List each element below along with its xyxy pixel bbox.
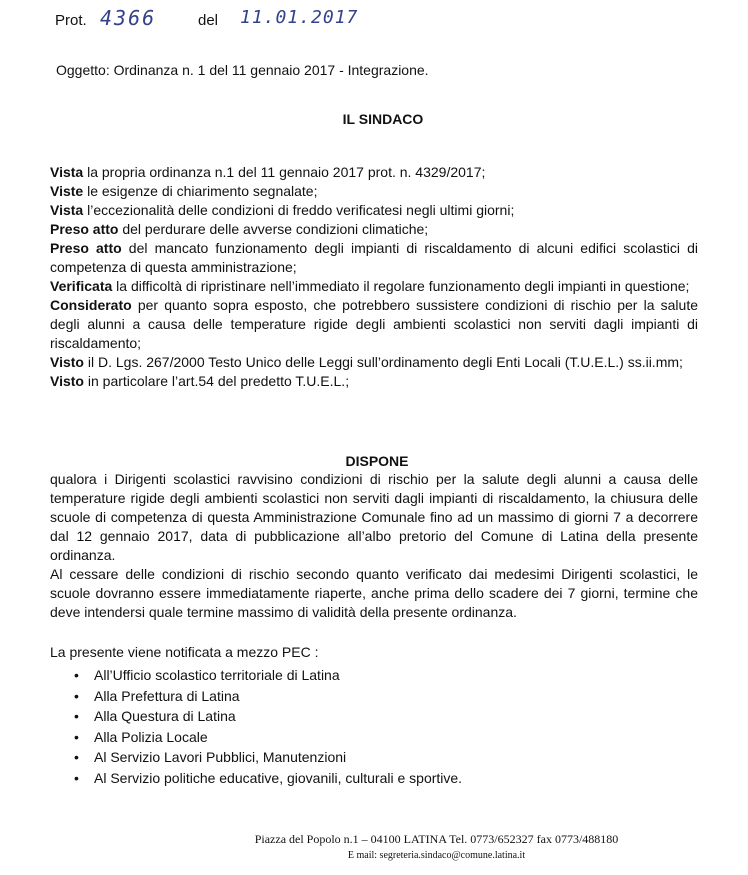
bullet-icon: •	[74, 749, 79, 765]
bullet-icon: •	[74, 769, 79, 786]
preamble-text: l’eccezionalità delle condizioni di freddo verificatesi negli ultimi giorni;	[83, 202, 515, 218]
preamble-item	[50, 163, 698, 182]
preamble-text: il D. Lgs. 267/2000 Testo Unico delle Leggi sull’ordinamento degli Enti Locali (T.U.E.L.) ss.ii.mm;	[83, 354, 683, 370]
preamble-text: le esigenze di chiarimento segnalate;	[83, 183, 318, 199]
preamble-keyword: Considerato	[50, 297, 132, 313]
preamble-item	[50, 239, 698, 277]
preamble-item	[50, 372, 698, 391]
recipient-item	[50, 768, 462, 789]
dispone-paragraph: qualora i Dirigenti scolastici ravvisino condizioni di rischio per la salute degli alunni a causa delle temperature rigide degli ambienti scolastici non serviti dagli impianti di riscaldamento, la chiusura delle scuole di competenza di questa Amministrazione Comunale fino ad un massimo di giorni 7 a decorrere dal 12 gennaio 2017, data di pubblicazione all’albo pretorio del Comune di Latina della presente ordinanza.	[50, 471, 698, 563]
preamble-item	[50, 277, 698, 296]
preamble-keyword: Vista	[50, 164, 84, 180]
date-handwritten: 11.01.2017	[240, 7, 359, 28]
preamble-item	[50, 220, 698, 239]
recipient-label: Alla Prefettura di Latina	[94, 687, 240, 704]
recipient-item	[50, 727, 462, 748]
subject-line: Oggetto: Ordinanza n. 1 del 11 gennaio 2017 - Integrazione.	[56, 62, 429, 78]
footer-email: E mail: segreteria.sindaco@comune.latina.it	[347, 850, 526, 861]
document-title: IL SINDACO	[342, 111, 424, 127]
preamble-item	[50, 201, 698, 220]
dispone-heading: DISPONE	[345, 453, 409, 469]
preamble-text: per quanto sopra esposto, che potrebbero sussistere condizioni di rischio per la salute degli alunni a causa delle temperature rigide degli ambienti scolastici non serviti dagli impianti di riscaldamento;	[50, 297, 698, 351]
recipient-label: Alla Polizia Locale	[94, 728, 208, 745]
prot-label: Prot.	[55, 12, 87, 29]
recipient-item	[50, 665, 462, 686]
preamble-keyword: Visto	[50, 373, 84, 389]
recipient-item	[50, 706, 462, 727]
preamble-item	[50, 353, 698, 372]
preamble-keyword: Viste	[50, 183, 84, 199]
preamble-keyword: Verificata	[50, 278, 113, 294]
del-label: del	[198, 12, 219, 29]
preamble-text: in particolare l’art.54 del predetto T.U.E.L.;	[83, 373, 350, 389]
recipient-label: Al Servizio Lavori Pubblici, Manutenzioni	[94, 749, 347, 765]
preamble-text: del perdurare delle avverse condizioni climatiche;	[118, 221, 429, 237]
recipient-label: Alla Questura di Latina	[94, 708, 236, 724]
recipient-label: Al Servizio politiche educative, giovanili, culturali e sportive.	[94, 769, 463, 786]
protocol-header	[55, 6, 475, 32]
preamble-item	[50, 296, 698, 353]
bullet-icon: •	[74, 667, 79, 683]
recipient-item	[50, 686, 462, 707]
preamble-keyword: Vista	[50, 202, 84, 218]
preamble-item	[50, 182, 698, 201]
bullet-icon: •	[74, 687, 79, 704]
recipient-label: All’Ufficio scolastico territoriale di Latina	[94, 667, 340, 683]
preamble-keyword: Preso atto	[50, 221, 119, 237]
preamble-keyword: Visto	[50, 354, 84, 370]
preamble-section	[50, 163, 698, 391]
recipient-list	[50, 665, 462, 788]
notification-intro: La presente viene notificata a mezzo PEC :	[50, 644, 319, 660]
footer-address: Piazza del Popolo n.1 – 04100 LATINA Tel. 0773/652327 fax 0773/488180	[254, 832, 619, 846]
preamble-text: la propria ordinanza n.1 del 11 gennaio 2017 prot. n. 4329/2017;	[83, 164, 486, 180]
recipient-item	[50, 747, 462, 768]
bullet-icon: •	[74, 728, 79, 745]
preamble-keyword: Preso atto	[50, 240, 122, 256]
preamble-text: la difficoltà di ripristinare nell’immediato il regolare funzionamento degli impianti in questione;	[112, 278, 690, 294]
preamble-text: del mancato funzionamento degli impianti di riscaldamento di alcuni edifici scolastici di competenza di questa amministrazione;	[50, 240, 698, 275]
dispone-paragraph: Al cessare delle condizioni di rischio secondo quanto verificato dai medesimi Dirigenti scolastici, le scuole dovranno essere immediatamente riaperte, anche prima dello scadere dei 7 giorni, termine che deve intendersi quale termine massimo di validità della presente ordinanza.	[50, 566, 698, 620]
bullet-icon: •	[74, 708, 79, 724]
prot-number-handwritten: 4366	[100, 6, 157, 30]
dispone-section	[50, 470, 698, 622]
